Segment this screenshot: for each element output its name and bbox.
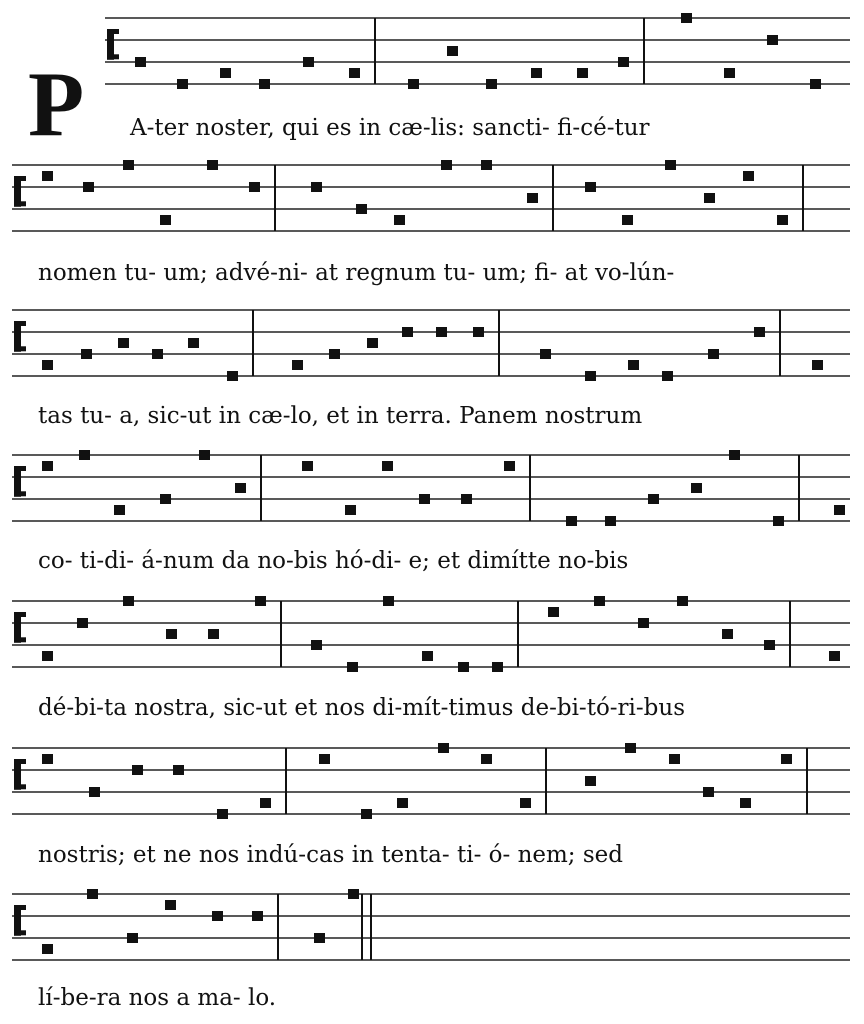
neume-note: [42, 944, 53, 954]
neume-note: [123, 596, 134, 606]
neume-note: [208, 629, 219, 639]
lyric-line-3: tas tu- a, sic-ut in cæ-lo, et in terra. Panem nostrum: [38, 403, 643, 429]
neume-note: [42, 461, 53, 471]
neume-note: [166, 629, 177, 639]
neume-note: [531, 68, 542, 78]
neume-note: [669, 754, 680, 764]
neume-note: [492, 662, 503, 672]
c-clef: [20, 176, 26, 181]
neume-note: [303, 57, 314, 67]
neume-note: [188, 338, 199, 348]
neume-note: [773, 516, 784, 526]
neume-note: [314, 933, 325, 943]
neume-note: [152, 349, 163, 359]
neume-note: [628, 360, 639, 370]
neume-note: [708, 349, 719, 359]
neume-note: [781, 754, 792, 764]
neume-note: [173, 765, 184, 775]
c-clef: [20, 784, 26, 789]
c-clef: [20, 905, 26, 910]
neume-note: [585, 776, 596, 786]
neume-note: [438, 743, 449, 753]
neume-note: [548, 607, 559, 617]
neume-note: [566, 516, 577, 526]
neume-note: [77, 618, 88, 628]
neume-note: [481, 754, 492, 764]
neume-note: [220, 68, 231, 78]
neume-note: [42, 754, 53, 764]
neume-note: [408, 79, 419, 89]
neume-note: [83, 182, 94, 192]
c-clef: [20, 759, 26, 764]
lyric-line-6: nostris; et ne nos indú-cas in tenta- ti- ó- nem; sed: [38, 842, 624, 868]
neume-note: [311, 640, 322, 650]
c-clef: [14, 176, 21, 207]
neume-note: [79, 450, 90, 460]
neume-note: [135, 57, 146, 67]
neume-note: [681, 13, 692, 23]
neume-note: [527, 193, 538, 203]
neume-note: [722, 629, 733, 639]
neume-note: [703, 787, 714, 797]
c-clef: [20, 930, 26, 935]
neume-note: [812, 360, 823, 370]
neume-note: [473, 327, 484, 337]
c-clef: [14, 612, 21, 643]
neume-note: [177, 79, 188, 89]
neume-note: [436, 327, 447, 337]
neume-note: [520, 798, 531, 808]
neume-note: [441, 160, 452, 170]
c-clef: [14, 905, 21, 936]
neume-note: [585, 371, 596, 381]
neume-note: [743, 171, 754, 181]
neume-note: [622, 215, 633, 225]
neume-note: [704, 193, 715, 203]
neume-note: [594, 596, 605, 606]
neume-note: [81, 349, 92, 359]
neume-note: [345, 505, 356, 515]
neume-note: [729, 450, 740, 460]
neume-note: [319, 754, 330, 764]
neume-note: [212, 911, 223, 921]
neume-note: [764, 640, 775, 650]
neume-note: [834, 505, 845, 515]
c-clef: [107, 29, 114, 60]
neume-note: [394, 215, 405, 225]
neume-note: [255, 596, 266, 606]
neume-note: [605, 516, 616, 526]
neume-note: [127, 933, 138, 943]
neume-note: [349, 68, 360, 78]
lyric-line-7: lí-be-ra nos a ma- lo.: [38, 985, 277, 1011]
neume-note: [235, 483, 246, 493]
neume-note: [754, 327, 765, 337]
neume-note: [585, 182, 596, 192]
neume-note: [199, 450, 210, 460]
neume-note: [252, 911, 263, 921]
c-clef: [113, 29, 119, 34]
lyric-line-2: nomen tu- um; advé-ni- at regnum tu- um; fi- at vo-lún-: [38, 260, 675, 286]
neume-note: [383, 596, 394, 606]
c-clef: [14, 759, 21, 790]
neume-note: [87, 889, 98, 899]
neume-note: [42, 651, 53, 661]
c-clef: [20, 491, 26, 496]
neume-note: [724, 68, 735, 78]
neume-note: [461, 494, 472, 504]
neume-note: [829, 651, 840, 661]
neume-note: [625, 743, 636, 753]
neume-note: [402, 327, 413, 337]
neume-note: [132, 765, 143, 775]
c-clef: [20, 466, 26, 471]
neume-note: [691, 483, 702, 493]
lyric-line-4: co- ti-di- á-num da no-bis hó-di- e; et dimítte no-bis: [38, 548, 629, 574]
c-clef: [20, 612, 26, 617]
neume-note: [260, 798, 271, 808]
lyric-line-5: dé-bi-ta nostra, sic-ut et nos di-mít-timus de-bi-tó-ri-bus: [38, 695, 686, 721]
neume-note: [481, 160, 492, 170]
neume-note: [249, 182, 260, 192]
neume-note: [677, 596, 688, 606]
neume-note: [397, 798, 408, 808]
neume-note: [329, 349, 340, 359]
c-clef: [14, 321, 21, 352]
neume-note: [114, 505, 125, 515]
neume-note: [382, 461, 393, 471]
neume-note: [577, 68, 588, 78]
neume-note: [458, 662, 469, 672]
neume-note: [259, 79, 270, 89]
neume-note: [42, 360, 53, 370]
neume-note: [347, 662, 358, 672]
c-clef: [20, 321, 26, 326]
neume-note: [123, 160, 134, 170]
neume-note: [422, 651, 433, 661]
c-clef: [20, 201, 26, 206]
neume-note: [160, 494, 171, 504]
neume-note: [486, 79, 497, 89]
neume-note: [207, 160, 218, 170]
neume-note: [311, 182, 322, 192]
neume-note: [302, 461, 313, 471]
c-clef: [14, 466, 21, 497]
neume-note: [165, 900, 176, 910]
neume-note: [540, 349, 551, 359]
neume-note: [447, 46, 458, 56]
lyric-line-1: A-ter noster, qui es in cæ-lis: sancti- fi-cé-tur: [130, 115, 650, 141]
neume-note: [348, 889, 359, 899]
c-clef: [20, 346, 26, 351]
neume-note: [740, 798, 751, 808]
neume-note: [118, 338, 129, 348]
neume-note: [419, 494, 430, 504]
neume-note: [618, 57, 629, 67]
neume-note: [367, 338, 378, 348]
neume-note: [89, 787, 100, 797]
neume-note: [227, 371, 238, 381]
neume-note: [777, 215, 788, 225]
neume-note: [217, 809, 228, 819]
neume-note: [42, 171, 53, 181]
c-clef: [20, 637, 26, 642]
neume-note: [767, 35, 778, 45]
neume-note: [356, 204, 367, 214]
neume-note: [292, 360, 303, 370]
neume-note: [810, 79, 821, 89]
drop-cap-initial: P: [28, 53, 85, 155]
neume-note: [504, 461, 515, 471]
neume-note: [361, 809, 372, 819]
neume-note: [160, 215, 171, 225]
neume-note: [665, 160, 676, 170]
neume-note: [662, 371, 673, 381]
c-clef: [113, 54, 119, 59]
neume-note: [648, 494, 659, 504]
neume-note: [638, 618, 649, 628]
